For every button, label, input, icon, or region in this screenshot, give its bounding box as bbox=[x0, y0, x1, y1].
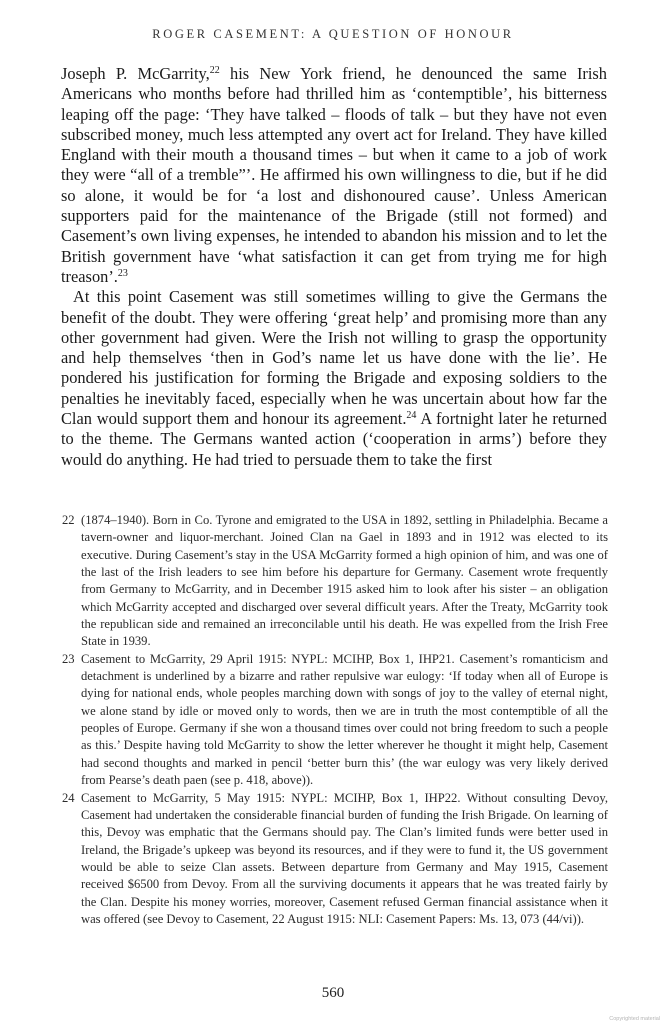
page-number: 560 bbox=[321, 985, 345, 1001]
paragraph-1: Joseph P. McGarrity,$^{22}$ his New York friend, he denounced the same Irish Americans who months before had thrilled him as ‘contemptible’, his bitterness leaping off the page: ‘They have talked – floods of talk – but they have not even subscribed money, much less attempted any overt act for Ireland. They have killed England with their mouth a thousand times – but when it came to a job of work they were “all of a tremble”’. He affirmed his own willingness to die, but if he did so alone, it would be for ‘a lost and dishonoured cause’. Unless American supporters paid for the maintenance of the Brigade (still not formed) and Casement’s own living expenses, he intended to abandon his mission and to let the British government have ‘what satisfaction it can get from trying me for high treason’.$^{23}$ bbox=[61, 64, 608, 286]
footnote-text: Casement to McGarrity, 29 April 1915: NYPL: MCIHP, Box 1, IHP21. Casement’s romanticism and detachment is underlined by a bizarre and rather repulsive war eulogy: ‘If today when all of Europe is dying for national ends, whole peoples marching down with songs of joy to the valley of eternal night, we alone stand by idle or moved only to words, then we are in truth the most contemptible of all the peoples of Europe. Germany if she won a thousand times over could not bring freedom to such a people as this.’ Despite having told McGarrity to show the letter wherever he thought it might help, Casement had second thoughts and marked in pencil ‘better burn this’ (the war eulogy was very likely derived from Pearse’s death paen (see p. 418, above)). bbox=[81, 651, 608, 788]
body-text bbox=[61, 64, 607, 470]
footnote-ref-22[interactable]: 22 bbox=[209, 65, 220, 76]
footnote-24 bbox=[62, 790, 608, 929]
paragraph-2: At this point Casement was still sometimes willing to give the Germans the benefit of the doubt. They were offering ‘great help’ and promising more than any other government had given. Were the Irish not willing to grasp the opportunity and help themselves ‘then in God’s name let us have done with the lie’. He pondered his justification for forming the Brigade and exposing soldiers to the penalties he inevitably faced, especially when he was uncertain about how far the Clan would support them and honour its agreement.$^{24}$ A fortnight later he returned to the theme. The Germans wanted action (‘cooperation in arms’) before they would do anything. He had tried to persuade them to take the first bbox=[61, 287, 607, 469]
footnote-text: (1874–1940). Born in Co. Tyrone and emigrated to the USA in 1892, settling in Philadelphia. Became a tavern-owner and liquor-merchant. Joined Clan na Gael in 1893 and in 1912 was elected to its executive. During Casement’s stay in the USA McGarrity formed a high opinion of him, and was one of the last of the Irish leaders to see him before his departure for Germany. Casement wrote frequently from Germany to McGarrity, and in December 1915 asked him to look after his sister – an obligation which McGarrity accepted and discharged over several difficult years. After the Treaty, McGarrity took the republican side and remained an irreconcilable until his death. He was expelled from the Irish Free State in 1939. bbox=[81, 513, 608, 649]
copyright-watermark: Copyrighted material bbox=[609, 1016, 660, 1022]
footnote-22 bbox=[62, 512, 608, 651]
footnote-text: Casement to McGarrity, 5 May 1915: NYPL: MCIHP, Box 1, IHP22. Without consulting Devoy, Casement had undertaken the considerable financial burden of funding the Irish Brigade. On learning of this, Devoy was emphatic that the Germans should pay. The Clan’s limited funds were better used in Ireland, the Brigade’s upkeep was beyond its resources, and if they were to fund it, the US government would be able to seize Clan assets. Between departure from Germany and May 1915, Casement received $6500 from Devoy. From all the surviving documents it appears that he was treated fairly by the Clan. Despite his money worries, moreover, Casement refused German financial assistance when it was offered (see Devoy to Casement, 22 August 1915: NLI: Casement Papers: Ms. 13, 073 (44/vi)). bbox=[81, 790, 608, 926]
running-head: ROGER CASEMENT: A QUESTION OF HONOUR bbox=[152, 27, 514, 41]
footnote-ref-23[interactable]: 23 bbox=[117, 267, 128, 279]
footnotes bbox=[62, 512, 608, 928]
footnote-ref-24[interactable]: 24 bbox=[406, 410, 417, 422]
footnote-23 bbox=[62, 651, 608, 790]
footnote-number: 22 bbox=[62, 513, 75, 527]
footnote-number: 23 bbox=[62, 651, 75, 666]
footnote-number: 24 bbox=[62, 790, 75, 805]
